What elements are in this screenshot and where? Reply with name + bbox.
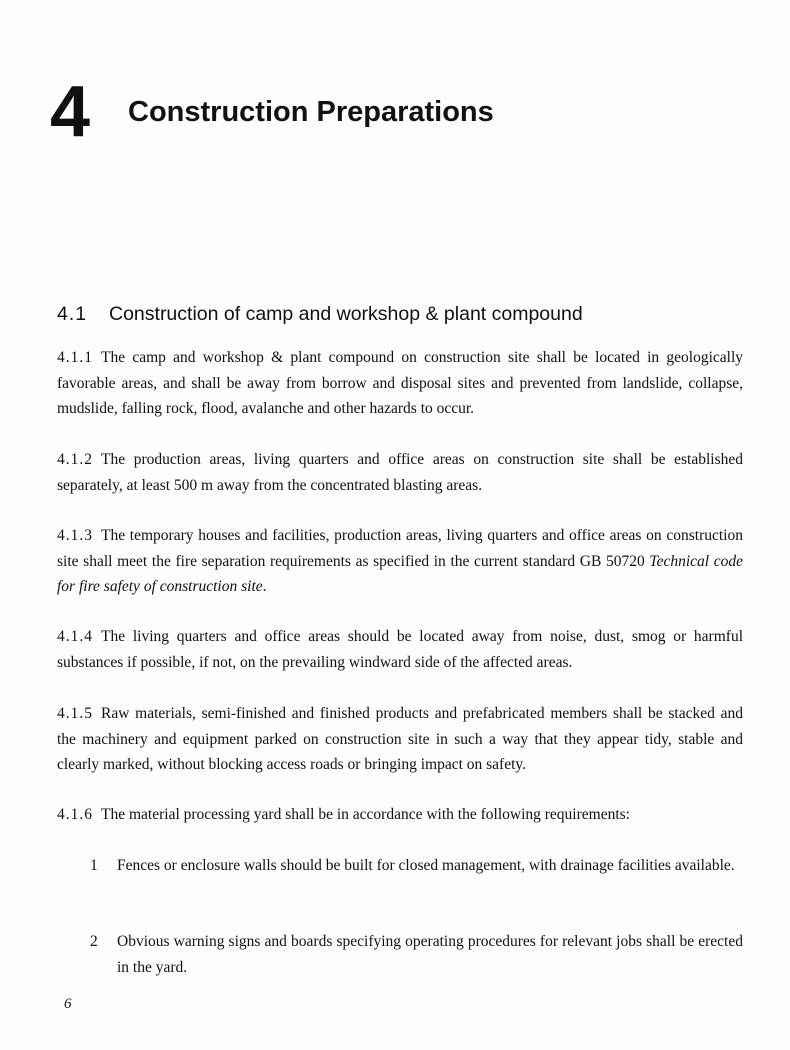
list-item-number: 1 [90,857,98,874]
clause-number: 4.1.5 [57,705,93,722]
clause-number: 4.1.4 [57,628,93,645]
list-item-text: Fences or enclosure walls should be built for closed management, with drainage facilities available. [117,857,735,874]
section-number: 4.1 [57,303,88,325]
clause-text: The camp and workshop & plant compound on construction site shall be located in geologically favorable areas, and shall be away from borrow and disposal sites and prevented from landslide, collapse, mudslide, falling rock, flood, avalanche and other hazards to occur. [57,349,743,417]
list-item-number: 2 [90,933,98,950]
clause-number: 4.1.6 [57,806,93,823]
clause-text: The temporary houses and facilities, production areas, living quarters and office areas on construction site shall meet the fire separation requirements as specified in the current standard GB 50720 [57,527,743,570]
list-item [90,853,743,879]
clause-number: 4.1.3 [57,527,93,544]
list-item-text: Obvious warning signs and boards specifying operating procedures for relevant jobs shall be erected in the yard. [117,933,743,976]
chapter-title: Construction Preparations [128,96,494,128]
clause-number: 4.1.1 [57,349,93,366]
page-number: 6 [64,996,72,1012]
standard-title: Technical code for fire safety of construction site [57,552,743,595]
section-heading [57,300,583,328]
clause-4-1-2 [57,447,743,498]
clause-text: Raw materials, semi-finished and finished products and prefabricated members shall be stacked and the machinery and equipment parked on construction site in such a way that they appear tidy, stable and clearly marked, without blocking access roads or bringing impact on safety. [57,705,743,773]
list-item [90,929,743,980]
clause-4-1-5 [57,701,743,778]
clause-text: The living quarters and office areas should be located away from noise, dust, smog or harmful substances if possible, if not, on the prevailing windward side of the affected areas. [57,628,743,671]
clause-4-1-4 [57,624,743,675]
chapter-number: 4 [50,72,90,152]
clause-4-1-3 [57,523,743,600]
clause-text: The material processing yard shall be in accordance with the following requirements: [101,806,630,823]
section-title: Construction of camp and workshop & plant compound [109,303,583,325]
clause-text: The production areas, living quarters and office areas on construction site shall be established separately, at least 500 m away from the concentrated blasting areas. [57,451,743,494]
clause-4-1-1 [57,345,743,422]
clause-text-tail: . [262,578,267,595]
clause-number: 4.1.2 [57,451,93,468]
clause-4-1-6 [57,802,743,828]
